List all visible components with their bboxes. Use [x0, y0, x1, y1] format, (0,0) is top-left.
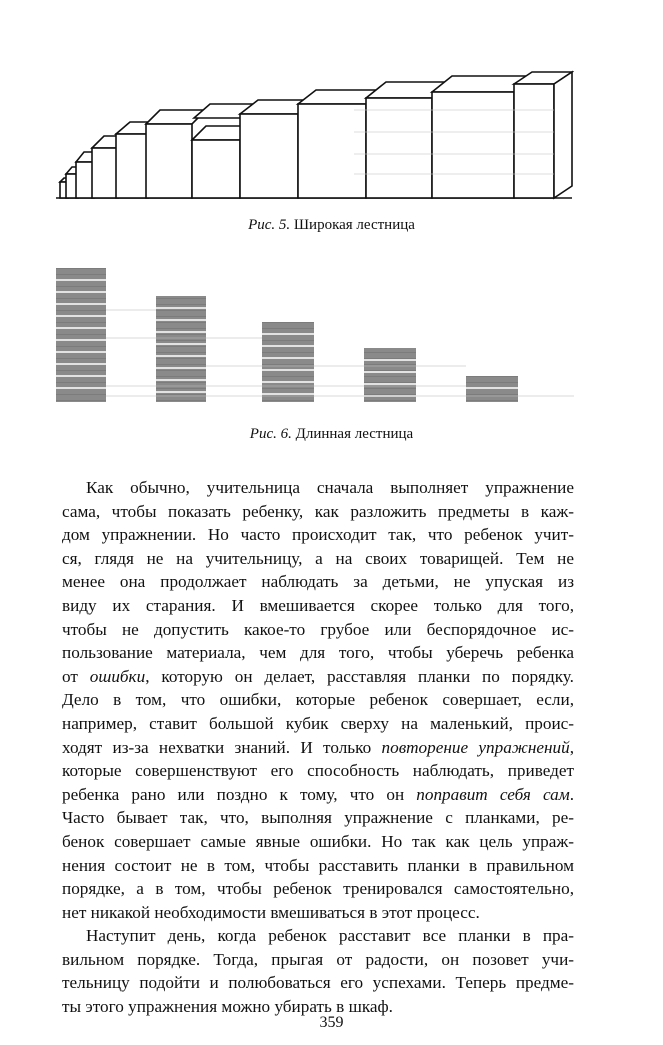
text-run: пользование материала, чем для того, чтобы уберечь ребенка [62, 643, 574, 663]
text-run: , которую он делает, расставляя планки по порядку. [145, 666, 574, 686]
text-run: чтобы не допустить какое-то грубое или беспорядочное ис- [62, 619, 574, 639]
text-line [62, 759, 574, 783]
paragraph-1 [62, 476, 574, 924]
emphasis-text: повторение упражнений [381, 737, 570, 757]
text-run: вильном порядке. Тогда, прыгая от радости, он позовет учи- [62, 949, 574, 969]
stair-prism-12-front [432, 92, 514, 198]
text-line [62, 665, 574, 689]
text-run: ребенка рано или поздно к тому, что он [62, 784, 417, 804]
text-run: сама, чтобы показать ребенку, как разложить предметы в каж- [62, 501, 574, 521]
text-run: бенок совершает самые явные ошибки. Но так как цель упраж- [62, 831, 574, 851]
text-line [62, 736, 574, 760]
rod-column-5 [466, 376, 518, 402]
text-run: ты этого упражнения можно убирать в шкаф. [62, 997, 393, 1017]
text-run: Часто бывает так, что, выполняя упражнение с планками, ре- [62, 808, 574, 828]
text-run: менее она продолжает наблюдать за детьми, не упуская из [62, 572, 574, 592]
text-run: тельницу подойти и полюбоваться его успехами. Теперь предме- [62, 973, 574, 993]
figure-6-caption [0, 425, 663, 443]
emphasis-text: ошибки [89, 666, 146, 686]
emphasis-text: поправит себя сам [416, 784, 570, 804]
text-line [62, 830, 574, 854]
figure-6-caption-text: Длинная лестница [295, 426, 414, 442]
text-run: , [569, 737, 574, 757]
text-line [62, 901, 574, 925]
text-line [62, 971, 574, 995]
stair-prism-9-front [240, 114, 298, 198]
text-line [62, 570, 574, 594]
text-line [62, 500, 574, 524]
text-line [62, 854, 574, 878]
text-run: Как обычно, учительница сначала выполняет упражнение [86, 478, 574, 497]
stair-prism-10-front [298, 104, 366, 198]
text-run: нения состоит не в том, чтобы расставить планки в правильном [62, 855, 574, 875]
text-line [62, 547, 574, 571]
text-run: ся, глядя не на учительницу, а на своих товарищей. Тем не [62, 548, 574, 568]
text-line [62, 618, 574, 642]
figure-5-caption-prefix: Рис. 5. [248, 217, 291, 233]
figure-broad-stair [54, 70, 574, 202]
figure-long-stair [54, 262, 574, 412]
figure-5-caption-text: Широкая лестница [293, 217, 415, 233]
text-run: нет никакой необходимости вмешиваться в этот процесс. [62, 902, 480, 922]
text-run: которые совершенствуют его способность наблюдать, приведет [62, 761, 574, 781]
text-line [62, 924, 574, 948]
stair-prism-13-side [554, 72, 572, 198]
text-line [62, 948, 574, 972]
body-text [62, 476, 574, 1019]
stair-prism-5-front [116, 134, 148, 198]
text-run: дом упражнении. Но часто происходит так, что ребенок учит- [62, 525, 574, 545]
text-line [62, 688, 574, 712]
text-line [62, 877, 574, 901]
text-line [62, 476, 574, 500]
text-run: виду их старания. И вмешивается скорее только для того, [62, 595, 574, 615]
paragraph-2 [62, 924, 574, 1018]
text-line [62, 641, 574, 665]
rod-column-1 [56, 268, 106, 402]
text-run: порядке, а в том, чтобы ребенок тренировался самостоятельно, [62, 879, 574, 899]
rod-column-4 [364, 348, 416, 402]
text-line [62, 712, 574, 736]
text-line [62, 594, 574, 618]
text-line [62, 806, 574, 830]
text-line [62, 783, 574, 807]
stair-prism-6-front [146, 124, 192, 198]
text-line [62, 523, 574, 547]
text-run: Дело в том, что ошибки, которые ребенок совершает, если, [62, 690, 574, 710]
stair-prism-13-front [514, 84, 554, 198]
figure-6-caption-prefix: Рис. 6. [249, 426, 292, 442]
stair-prism-4-front [92, 148, 118, 198]
figure-5-caption [0, 216, 663, 234]
text-run: от [62, 666, 90, 686]
stair-prism-11-front [366, 98, 432, 198]
page-number: 359 [319, 1014, 344, 1031]
text-run: ходят из-за нехватки знаний. И только [62, 737, 382, 757]
text-run: . [569, 784, 574, 804]
stair-prism-7-front [192, 140, 240, 198]
text-run: например, ставит большой кубик сверху на маленький, проис- [62, 713, 574, 733]
text-run: Наступит день, когда ребенок расставит все планки в пра- [86, 926, 574, 946]
